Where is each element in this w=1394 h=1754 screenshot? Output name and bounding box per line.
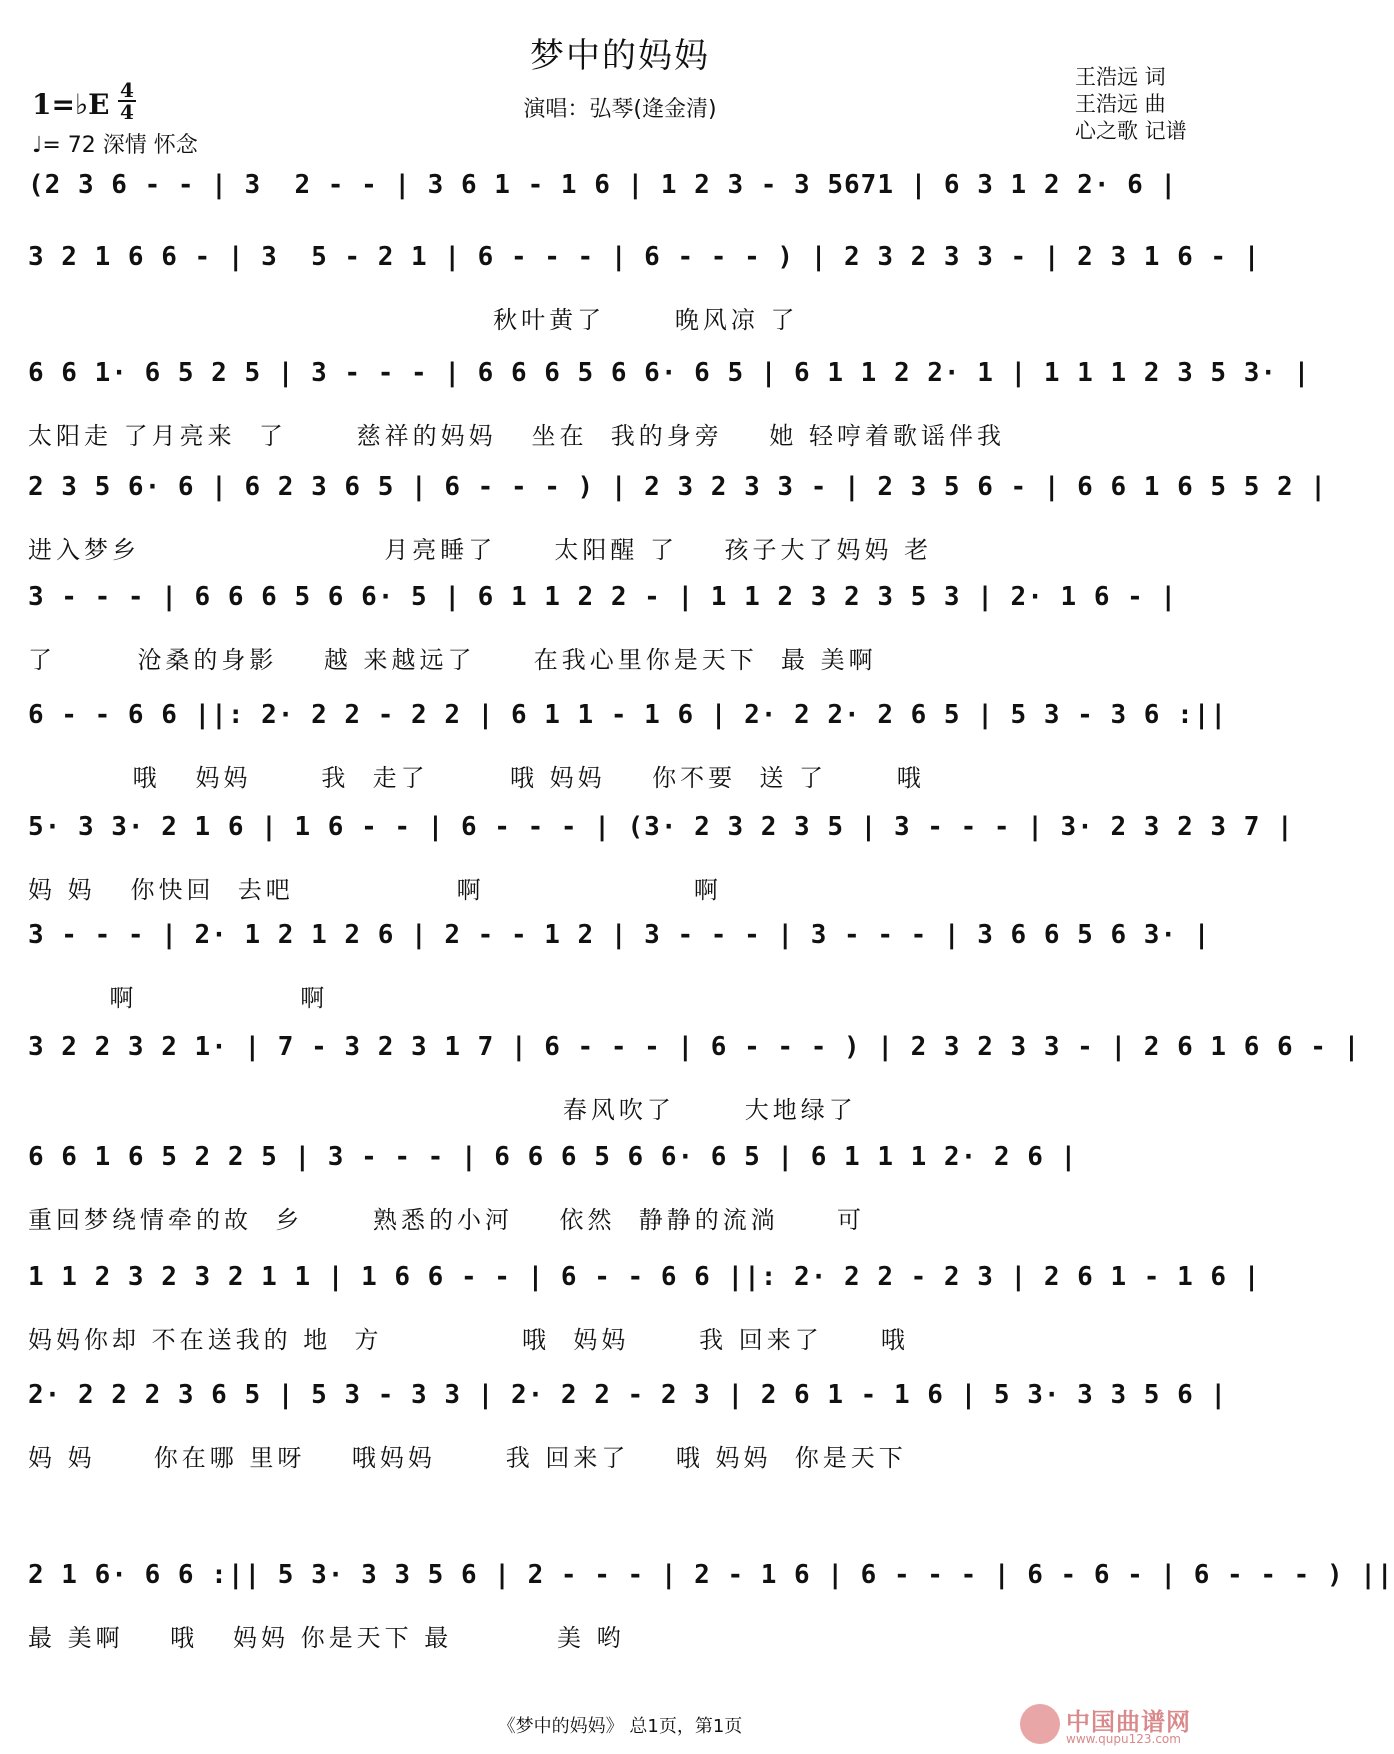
notation-line: 3 2 1 6 6 - | 3 5 - 2 1 | 6 - - - | 6 - - - ) | 2 3 2 3 3 - | 2 3 1 6 - | bbox=[28, 242, 1261, 272]
score-system bbox=[0, 582, 1240, 692]
notation-line: 2 3 5 6· 6 | 6 2 3 6 5 | 6 - - - ) | 2 3 2 3 3 - | 2 3 5 6 - | 6 6 1 6 5 5 2 | bbox=[28, 472, 1327, 502]
time-denominator: 4 bbox=[120, 100, 134, 124]
score-system bbox=[0, 1142, 1240, 1252]
score-system bbox=[0, 472, 1327, 582]
notation-line: 6 6 1· 6 5 2 5 | 3 - - - | 6 6 6 5 6 6· 6 5 | 6 1 1 2 2· 1 | 1 1 1 2 3 5 3· | bbox=[28, 358, 1311, 388]
lyrics-line: 重回梦绕情牵的故 乡 熟悉的小河 依然 静静的流淌 可 bbox=[28, 1206, 865, 1234]
watermark-name: 中国曲谱网 bbox=[1066, 1708, 1191, 1736]
page-title: 梦中的妈妈 bbox=[530, 36, 710, 76]
tempo-marking: ♩= 72 深情 怀念 bbox=[32, 133, 198, 158]
notation-line: 6 - - 6 6 ||: 2· 2 2 - 2 2 | 6 1 1 - 1 6 | 2· 2 2· 2 6 5 | 5 3 - 3 6 :|| bbox=[28, 700, 1228, 730]
credits-block bbox=[1075, 64, 1187, 145]
lyrics-line: 妈 妈 你快回 去吧 啊 啊 bbox=[28, 876, 722, 904]
notation-line: 5· 3 3· 2 1 6 | 1 6 - - | 6 - - - | (3· 2 3 2 3 5 | 3 - - - | 3· 2 3 2 3 7 | bbox=[28, 812, 1294, 842]
score-system bbox=[0, 1380, 1240, 1490]
score-system bbox=[0, 920, 1240, 1030]
lyrics-line: 了 沧桑的身影 越 来越远了 在我心里你是天下 最 美啊 bbox=[28, 646, 877, 674]
notation-line: (2 3 6 - - | 3 2 - - | 3 6 1 - 1 6 | 1 2 3 - 3 5671 | 6 3 1 2 2· 6 | bbox=[28, 170, 1178, 200]
score-system bbox=[0, 1560, 1394, 1670]
lyrics-line: 妈妈你却 不在送我的 地 方 哦 妈妈 我 回来了 哦 bbox=[28, 1326, 909, 1354]
lyrics-line: 春风吹了 大地绿了 bbox=[28, 1096, 857, 1124]
score-system bbox=[0, 358, 1311, 468]
score-system bbox=[0, 1032, 1361, 1142]
lyrics-line: 进入梦乡 月亮睡了 太阳醒 了 孩子大了妈妈 老 bbox=[28, 536, 933, 564]
score-system bbox=[0, 812, 1294, 922]
lyrics-line: 最 美啊 哦 妈妈 你是天下 最 美 哟 bbox=[28, 1624, 625, 1652]
watermark-url: www.qupu123.com bbox=[1066, 1732, 1181, 1746]
notation-line: 2 1 6· 6 6 :|| 5 3· 3 3 5 6 | 2 - - - | 2 - 1 6 | 6 - - - | 6 - 6 - | 6 - - - ) || bbox=[28, 1560, 1394, 1590]
lyricist-credit: 王浩远 词 bbox=[1075, 65, 1166, 89]
notation-line: 1 1 2 3 2 3 2 1 1 | 1 6 6 - - | 6 - - 6 6 ||: 2· 2 2 - 2 3 | 2 6 1 - 1 6 | bbox=[28, 1262, 1261, 1292]
lyrics-line: 太阳走 了月亮来 了 慈祥的妈妈 坐在 我的身旁 她 轻哼着歌谣伴我 bbox=[28, 422, 1005, 450]
score-system bbox=[0, 242, 1261, 352]
notation-line: 3 2 2 3 2 1· | 7 - 3 2 3 1 7 | 6 - - - | 6 - - - ) | 2 3 2 3 3 - | 2 6 1 6 6 - | bbox=[28, 1032, 1361, 1062]
key-signature: 1=♭E bbox=[32, 88, 110, 121]
notation-line: 3 - - - | 6 6 6 5 6 6· 5 | 6 1 1 2 2 - | 1 1 2 3 2 3 5 3 | 2· 1 6 - | bbox=[28, 582, 1178, 612]
notation-line: 6 6 1 6 5 2 2 5 | 3 - - - | 6 6 6 5 6 6· 6 5 | 6 1 1 1 2· 2 6 | bbox=[28, 1142, 1078, 1172]
notation-line: 3 - - - | 2· 1 2 1 2 6 | 2 - - 1 2 | 3 - - - | 3 - - - | 3 6 6 5 6 3· | bbox=[28, 920, 1211, 950]
notation-line: 2· 2 2 2 3 6 5 | 5 3 - 3 3 | 2· 2 2 - 2 3 | 2 6 1 - 1 6 | 5 3· 3 3 5 6 | bbox=[28, 1380, 1228, 1410]
transcriber-credit: 心之歌 记谱 bbox=[1075, 119, 1187, 143]
watermark bbox=[1020, 1700, 1220, 1750]
page-footer: 《梦中的妈妈》 总1页，第1页 bbox=[497, 1716, 743, 1737]
lyrics-line: 哦 妈妈 我 走了 哦 妈妈 你不要 送 了 哦 bbox=[28, 764, 925, 792]
lyrics-line: 妈 妈 你在哪 里呀 哦妈妈 我 回来了 哦 妈妈 你是天下 bbox=[28, 1444, 907, 1472]
lyrics-line: 啊 啊 bbox=[28, 984, 329, 1012]
time-signature bbox=[118, 80, 136, 122]
score-system bbox=[0, 700, 1240, 810]
singer-credit: 演唱：弘琴(逄金清) bbox=[523, 97, 717, 122]
lyrics-line: 秋叶黄了 晚风凉 了 bbox=[28, 306, 799, 334]
time-numerator: 4 bbox=[120, 78, 134, 102]
score-system bbox=[0, 1262, 1261, 1372]
watermark-logo-icon bbox=[1020, 1704, 1060, 1744]
composer-credit: 王浩远 曲 bbox=[1075, 92, 1166, 116]
